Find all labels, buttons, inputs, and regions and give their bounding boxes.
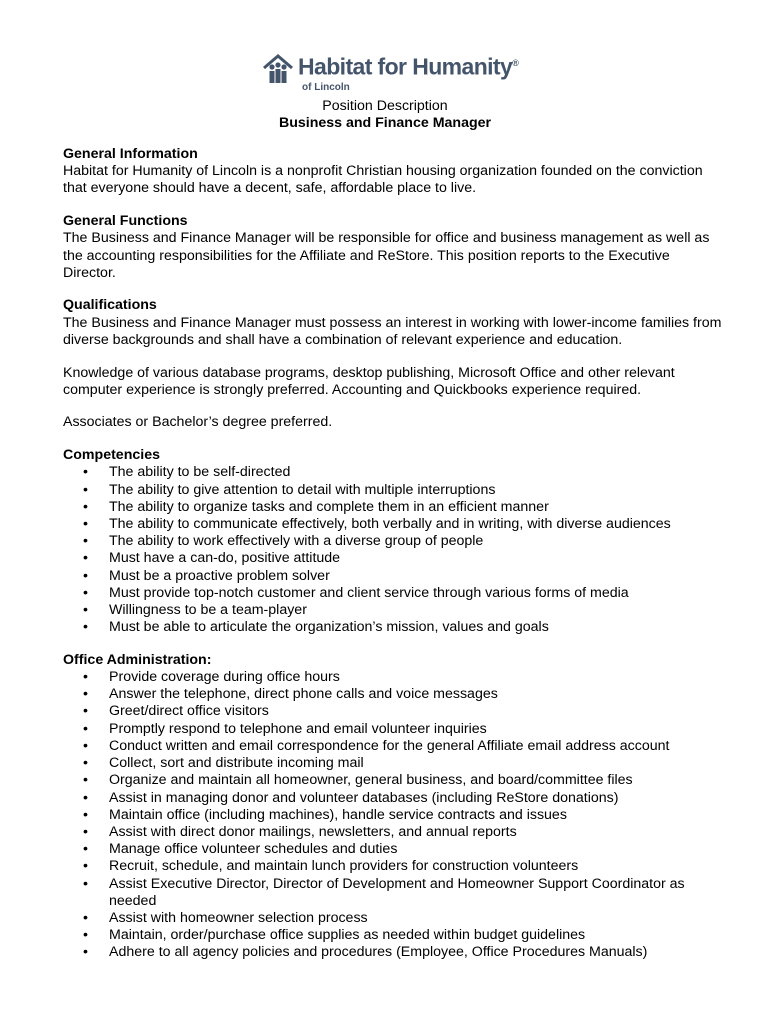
list-item (63, 944, 723, 961)
list-item-text: Adhere to all agency policies and procedures (Employee, Office Procedures Manuals) (109, 944, 648, 961)
list-item (63, 482, 723, 499)
list-item-text: Willingness to be a team-player (109, 601, 307, 618)
list-item (63, 602, 723, 619)
logo-subtitle: of Lincoln (302, 82, 350, 93)
list-item (63, 876, 723, 910)
bullet-icon: • (83, 515, 88, 532)
section-qualifications-knowledge (63, 365, 723, 399)
list-item-text: The ability to communicate effectively, both verbally and in writing, with diverse audiences (109, 515, 671, 532)
bullet-icon: • (83, 858, 88, 875)
list-item (63, 550, 723, 567)
list-item-text: Must have a can-do, positive attitude (109, 550, 341, 567)
list-item-text: The ability to work effectively with a diverse group of people (109, 533, 484, 550)
bullet-icon: • (83, 755, 88, 772)
list-item (63, 533, 723, 550)
list-item-text: Assist in managing donor and volunteer databases (including ReStore donations) (109, 789, 619, 806)
list-item-text: Assist Executive Director, Director of Development and Homeowner Support Coordinator as needed (109, 875, 685, 909)
bullet-icon: • (83, 944, 88, 961)
bullet-icon: • (83, 669, 88, 686)
list-item (63, 910, 723, 927)
list-item-text: Conduct written and email correspondence for the general Affiliate email address account (109, 737, 670, 754)
section-heading: Competencies (63, 447, 160, 464)
bullet-icon: • (83, 927, 88, 944)
list-item (63, 841, 723, 858)
list-item (63, 619, 723, 636)
section-competencies (63, 447, 723, 636)
bullet-icon: • (83, 464, 88, 481)
bullet-icon: • (83, 601, 88, 618)
section-text: Habitat for Humanity of Lincoln is a nonprofit Christian housing organization founded on the conviction that everyone should have a decent, safe, affordable place to live. (63, 163, 703, 197)
list-item (63, 807, 723, 824)
list-item (63, 755, 723, 772)
document-header (63, 98, 707, 131)
list-item-text: Greet/direct office visitors (109, 703, 269, 720)
bullet-icon: • (83, 550, 88, 567)
position-title: Business and Finance Manager (278, 114, 492, 131)
section-text: Associates or Bachelor’s degree preferred. (63, 414, 333, 431)
bullet-icon: • (83, 789, 88, 806)
document-body (63, 146, 723, 977)
list-item (63, 686, 723, 703)
section-office-administration (63, 652, 723, 962)
bullet-icon: • (83, 720, 88, 737)
list-item-text: Maintain, order/purchase office supplies as needed within budget guidelines (109, 927, 586, 944)
competencies-list (63, 464, 723, 636)
list-item-text: Organize and maintain all homeowner, general business, and board/committee files (109, 772, 633, 789)
list-item (63, 721, 723, 738)
list-item-text: Must be a proactive problem solver (109, 567, 330, 584)
office-administration-list (63, 669, 723, 961)
list-item (63, 858, 723, 875)
bullet-icon: • (83, 841, 88, 858)
section-heading: Qualifications (63, 297, 157, 314)
list-item (63, 499, 723, 516)
list-item (63, 738, 723, 755)
section-text: Knowledge of various database programs, desktop publishing, Microsoft Office and other relevant computer experience is strongly preferred. Accounting and Quickbooks experience required. (63, 364, 675, 398)
list-item (63, 464, 723, 481)
list-item (63, 516, 723, 533)
section-heading: General Information (63, 146, 198, 162)
bullet-icon: • (83, 686, 88, 703)
section-text: The Business and Finance Manager will be responsible for office and business management as well as the accounting responsibilities for the Affiliate and ReStore. This position reports to the Executive Director. (63, 230, 710, 281)
list-item-text: Recruit, schedule, and maintain lunch providers for construction volunteers (109, 858, 579, 875)
bullet-icon: • (83, 823, 88, 840)
bullet-icon: • (83, 567, 88, 584)
section-heading: Office Administration: (63, 651, 212, 668)
list-item (63, 824, 723, 841)
list-item-text: Promptly respond to telephone and email volunteer inquiries (109, 720, 487, 737)
section-qualifications-degree (63, 414, 723, 431)
bullet-icon: • (83, 619, 88, 636)
section-text: The Business and Finance Manager must possess an interest in working with lower-income families from diverse backgrounds and shall have a combination of relevant experience and education. (63, 314, 722, 348)
list-item-text: Provide coverage during office hours (109, 669, 340, 686)
bullet-icon: • (83, 909, 88, 926)
list-item (63, 790, 723, 807)
list-item (63, 669, 723, 686)
bullet-icon: • (83, 772, 88, 789)
list-item (63, 703, 723, 720)
list-item-text: Collect, sort and distribute incoming mail (109, 755, 364, 772)
list-item-text: Must be able to articulate the organization’s mission, values and goals (109, 619, 549, 636)
logo-title: Habitat for Humanity® (298, 53, 519, 80)
section-heading: General Functions (63, 213, 188, 230)
bullet-icon: • (83, 875, 88, 892)
bullet-icon: • (83, 703, 88, 720)
bullet-icon: • (83, 737, 88, 754)
bullet-icon: • (83, 806, 88, 823)
list-item (63, 585, 723, 602)
list-item-text: The ability to organize tasks and complete them in an efficient manner (109, 498, 549, 515)
list-item (63, 568, 723, 585)
house-people-icon (262, 54, 294, 84)
section-general-functions (63, 213, 723, 282)
list-item-text: Answer the telephone, direct phone calls and voice messages (109, 686, 498, 703)
list-item (63, 772, 723, 789)
bullet-icon: • (83, 533, 88, 550)
bullet-icon: • (83, 481, 88, 498)
list-item-text: Must provide top-notch customer and client service through various forms of media (109, 584, 629, 601)
list-item-text: Assist with direct donor mailings, newsletters, and annual reports (109, 823, 517, 840)
list-item-text: The ability to give attention to detail with multiple interruptions (109, 481, 496, 498)
document-title: Position Description (322, 98, 448, 114)
list-item-text: Assist with homeowner selection process (109, 909, 368, 926)
list-item (63, 927, 723, 944)
bullet-icon: • (83, 584, 88, 601)
section-general-information (63, 146, 723, 198)
habitat-logo (262, 51, 519, 93)
section-qualifications (63, 297, 723, 349)
list-item-text: Maintain office (including machines), handle service contracts and issues (109, 806, 567, 823)
bullet-icon: • (83, 498, 88, 515)
list-item-text: Manage office volunteer schedules and duties (109, 841, 398, 858)
list-item-text: The ability to be self-directed (109, 464, 291, 481)
